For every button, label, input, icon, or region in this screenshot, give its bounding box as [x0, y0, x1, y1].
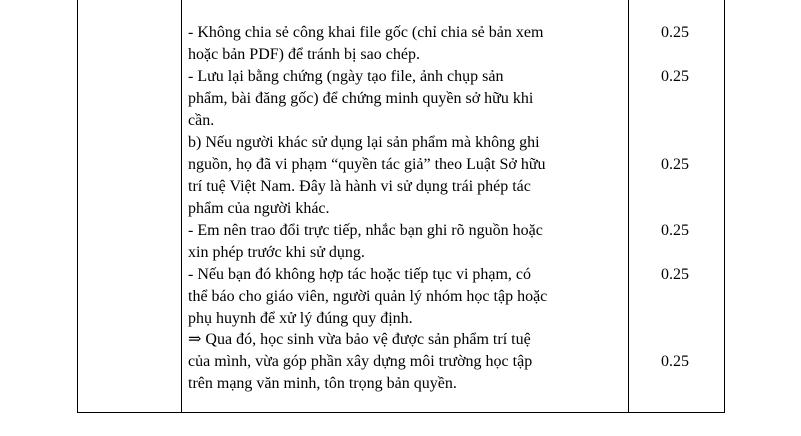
answer-text-line: - Nếu bạn đó không hợp tác hoặc tiếp tục vi phạm, có: [188, 266, 532, 283]
answer-text-line: - Không chia sẻ công khai file gốc (chỉ chia sẻ bản xem: [188, 24, 544, 41]
answer-text-line: trên mạng văn minh, tôn trọng bản quyền.: [188, 375, 457, 392]
answer-text-line: b) Nếu người khác sử dụng lại sản phẩm mà không ghi: [188, 134, 540, 151]
answer-text-line: phẩm của người khác.: [188, 200, 330, 217]
answer-text-line: thể báo cho giáo viên, người quản lý nhóm học tập hoặc: [188, 288, 548, 305]
score-value: 0.25: [661, 68, 689, 85]
column-divider-left: [181, 0, 182, 412]
answer-text-line: xin phép trước khi sử dụng.: [188, 244, 365, 261]
answer-text-line: ⇒ Qua đó, học sinh vừa bảo vệ được sản phẩm trí tuệ: [188, 331, 531, 348]
score-value: 0.25: [661, 156, 689, 173]
answer-text-line: hoặc bản PDF) để tránh bị sao chép.: [188, 46, 420, 63]
score-value: 0.25: [661, 24, 689, 41]
answer-text-line: phụ huynh để xử lý đúng quy định.: [188, 310, 413, 327]
answer-text-line: nguồn, họ đã vi phạm “quyền tác giả” theo Luật Sở hữu: [188, 156, 546, 173]
answer-text-line: trí tuệ Việt Nam. Đây là hành vi sử dụng trái phép tác: [188, 178, 531, 195]
answer-text-line: - Lưu lại bằng chứng (ngày tạo file, ảnh chụp sản: [188, 68, 504, 85]
answer-text-line: của mình, vừa góp phần xây dựng môi trường học tập: [188, 353, 533, 370]
score-value: 0.25: [661, 222, 689, 239]
answer-text-line: phẩm, bài đăng gốc) để chứng minh quyền sở hữu khi: [188, 90, 534, 107]
score-value: 0.25: [661, 353, 689, 370]
score-value: 0.25: [661, 266, 689, 283]
column-divider-right: [628, 0, 629, 412]
answer-text-line: - Em nên trao đổi trực tiếp, nhắc bạn ghi rõ nguồn hoặc: [188, 222, 543, 239]
answer-text-line: cần.: [188, 112, 215, 129]
grading-table: [77, 0, 725, 413]
